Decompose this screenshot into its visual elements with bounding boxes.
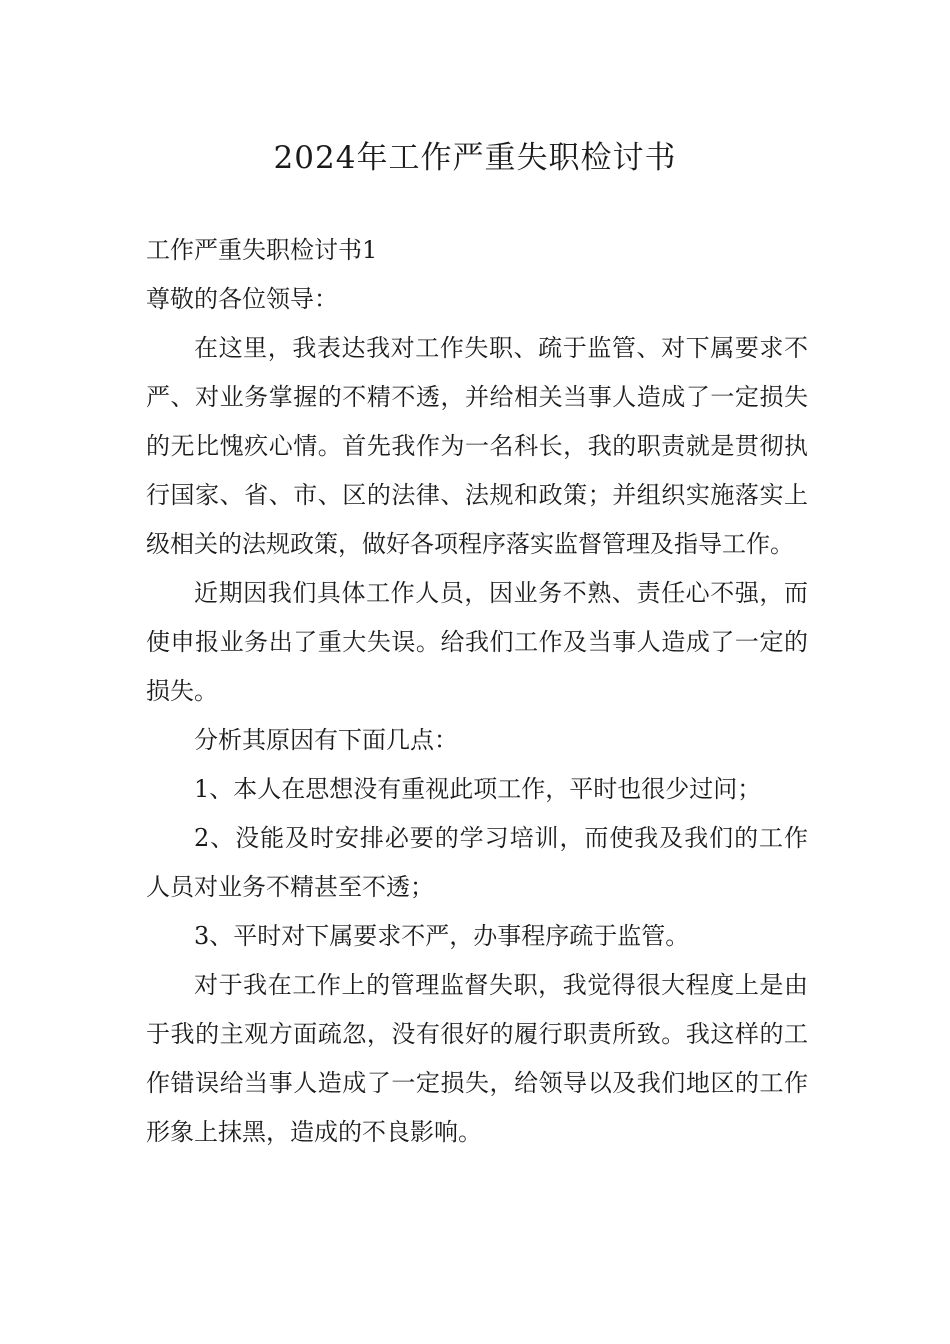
- document-body: [146, 226, 808, 1157]
- salutation: 尊敬的各位领导：: [146, 285, 338, 313]
- paragraph-incident: 近期因我们具体工作人员，因业务不熟、责任心不强，而使申报业务出了重大失误。给我们工作及当事人造成了一定的损失。: [146, 579, 808, 705]
- paragraph-reason-2: 2、没能及时安排必要的学习培训，而使我及我们的工作人员对业务不精甚至不透；: [146, 824, 808, 901]
- paragraph-reason-3: 3、平时对下属要求不严，办事程序疏于监管。: [194, 922, 690, 950]
- document-title: 2024年工作严重失职检讨书: [273, 140, 677, 176]
- paragraph-intro: 在这里，我表达我对工作失职、疏于监管、对下属要求不严、对业务掌握的不精不透，并给相关当事人造成了一定损失的无比愧疚心情。首先我作为一名科长，我的职责就是贯彻执行国家、省、市、区的法律、法规和政策；并组织实施落实上级相关的法规政策，做好各项程序落实监督管理及指导工作。: [146, 334, 808, 558]
- paragraph-reason-1: 1、本人在思想没有重视此项工作，平时也很少过问；: [194, 775, 762, 803]
- paragraph-analysis-heading: 分析其原因有下面几点：: [194, 726, 458, 754]
- paragraph-reflection: 对于我在工作上的管理监督失职，我觉得很大程度上是由于我的主观方面疏忽，没有很好的履行职责所致。我这样的工作错误给当事人造成了一定损失，给领导以及我们地区的工作形象上抹黑，造成的不良影响。: [146, 971, 808, 1146]
- section-heading: 工作严重失职检讨书1: [146, 236, 378, 264]
